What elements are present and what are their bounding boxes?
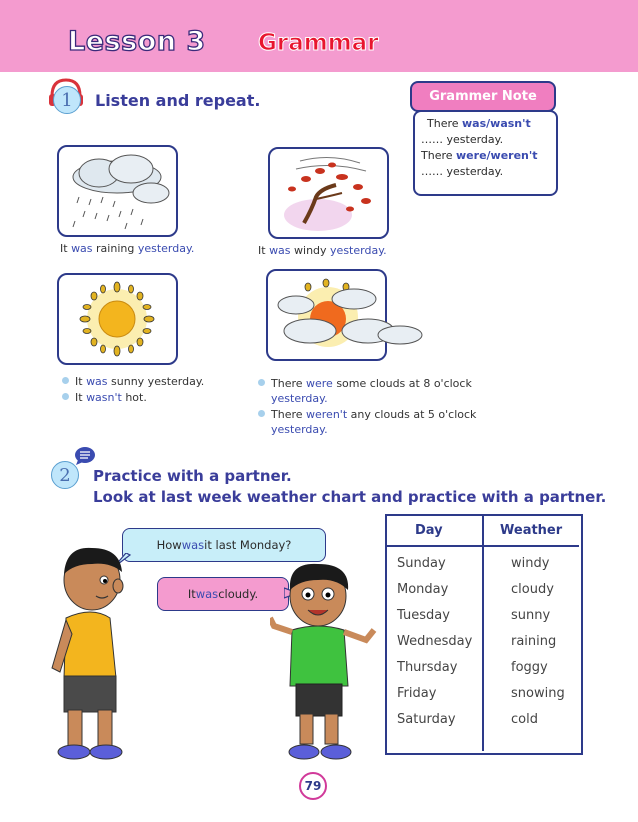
table-header-day: Day — [415, 523, 443, 538]
rain-caption: It was raining yesterday. — [60, 242, 195, 255]
rain-cloud-icon — [59, 147, 176, 235]
table-cell-day: Thursday — [397, 660, 458, 675]
note-text: …… yesterday. — [421, 165, 504, 178]
note-text: There — [421, 149, 457, 162]
table-cell-weather: snowing — [511, 686, 565, 701]
note-keyword: was/wasn't — [462, 117, 531, 130]
table-header-weather: Weather — [500, 523, 563, 538]
table-cell-day: Sunday — [397, 556, 446, 571]
clouds-picture — [266, 269, 387, 361]
table-cell-weather: windy — [511, 556, 550, 571]
table-cell-day: Wednesday — [397, 634, 473, 649]
grammar-note-title: Grammer Note — [410, 81, 556, 112]
table-cell-day: Tuesday — [397, 608, 450, 623]
table-cell-weather: raining — [511, 634, 557, 649]
table-cell-day: Friday — [397, 686, 437, 701]
windy-caption: It was windy yesterday. — [258, 244, 387, 257]
speech-icon — [74, 446, 96, 466]
exercise-2-heading-1: Practice with a partner. — [93, 467, 292, 485]
question-bubble: How was it last Monday? — [122, 528, 326, 562]
exercise-number-2: 2 — [51, 461, 79, 489]
exercise-2-heading-2: Look at last week weather chart and practice with a partner. — [93, 488, 607, 506]
answer-bubble: It was cloudy. — [157, 577, 289, 611]
exercise-number-1: 1 — [53, 86, 81, 114]
windy-picture — [268, 147, 389, 239]
note-text: …… yesterday. — [421, 133, 504, 146]
table-cell-day: Monday — [397, 582, 449, 597]
note-keyword: were/weren't — [456, 149, 538, 162]
sunny-caption-1: It was sunny yesterday. — [62, 375, 204, 388]
page-number: 79 — [299, 772, 327, 800]
clouds-caption-2: There weren't any clouds at 5 o'clock yesterday. — [258, 407, 476, 437]
lesson-title: Lesson 3 — [68, 26, 206, 57]
note-text: There — [427, 117, 463, 130]
sunny-picture — [57, 273, 178, 365]
sun-icon — [59, 275, 176, 363]
sunny-caption-2: It wasn't hot. — [62, 391, 147, 404]
table-cell-weather: cold — [511, 712, 538, 727]
table-cell-weather: sunny — [511, 608, 551, 623]
table-cell-day: Saturday — [397, 712, 456, 727]
table-cell-weather: foggy — [511, 660, 548, 675]
boy-left-illustration — [44, 538, 134, 766]
rain-picture — [57, 145, 178, 237]
table-cell-weather: cloudy — [511, 582, 554, 597]
section-title: Grammar — [258, 30, 379, 56]
boy-right-illustration — [270, 560, 382, 766]
sun-clouds-icon — [268, 271, 428, 359]
grammar-note-box — [413, 110, 558, 196]
table-column-divider — [482, 514, 484, 751]
clouds-caption-1: There were some clouds at 8 o'clock yesterday. — [258, 376, 472, 406]
windy-tree-icon — [270, 149, 387, 237]
exercise-1-heading: Listen and repeat. — [95, 91, 261, 110]
table-header-divider — [385, 545, 579, 547]
